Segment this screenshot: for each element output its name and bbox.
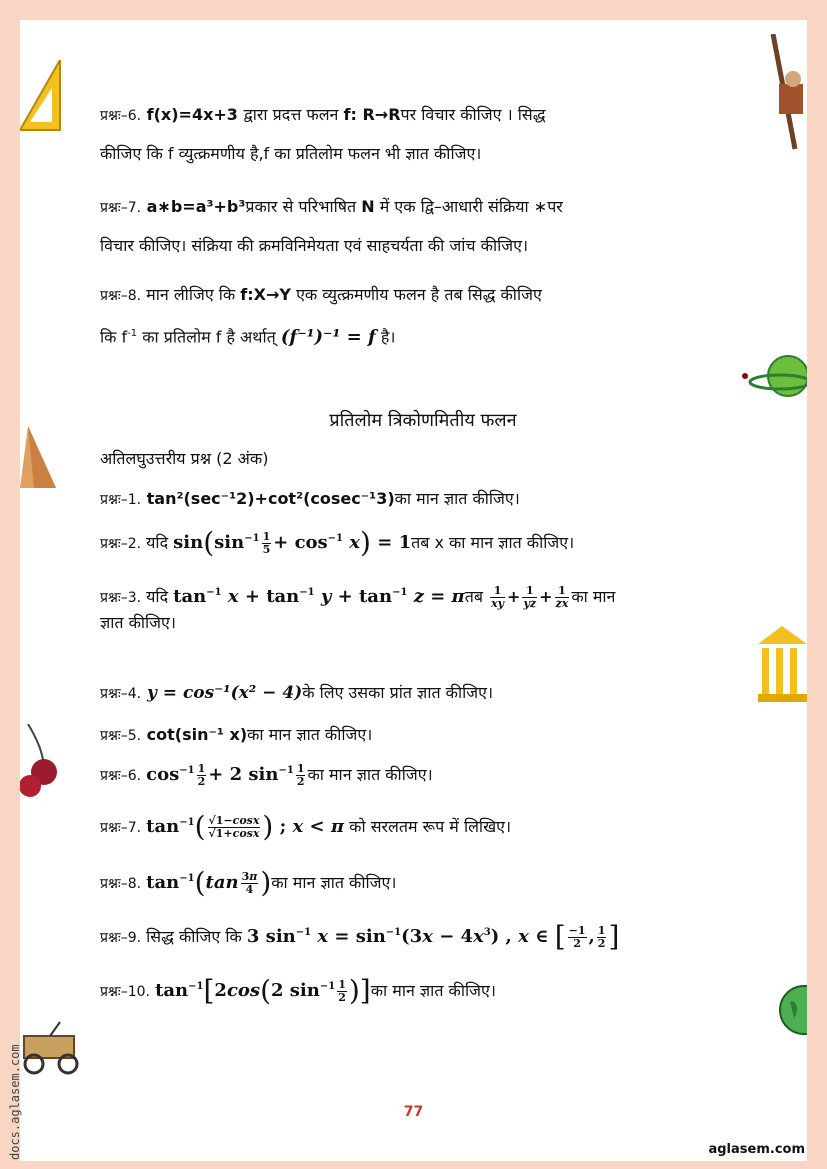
question-text-line2: कीजिए कि f व्युत्क्रमणीय है,f का प्रतिलोम फलन भी ज्ञात कीजिए। — [100, 144, 482, 163]
question-text: पर विचार कीजिए । सिद्ध — [400, 105, 546, 124]
question-text-line2: विचार कीजिए। संक्रिया की क्रमविनिमेयता एवं साहचर्यता की जांच कीजिए। — [100, 236, 529, 255]
section-title: प्रतिलोम त्रिकोणमितीय फलन — [329, 410, 517, 431]
question-text: द्वारा प्रदत्त फलन — [243, 105, 344, 124]
question-text: का प्रतिलोम f है अर्थात् — [137, 327, 281, 347]
question-top-6 — [100, 104, 746, 165]
planet-icon — [740, 350, 807, 406]
ruler-triangle-icon — [20, 60, 68, 140]
function-mapping: f: R→R — [343, 105, 401, 124]
question-5 — [100, 724, 746, 747]
question-text: में एक द्वि–आधारी संक्रिया ∗पर — [374, 197, 563, 216]
question-label: प्रश्नः–8. — [100, 288, 142, 304]
function-expression: f(x)=4x+3 — [141, 105, 244, 124]
question-label: प्रश्नः–3. — [100, 590, 142, 606]
question-text: कि f — [100, 327, 128, 347]
question-label: प्रश्नः–6. — [100, 768, 142, 784]
question-text: यदि — [141, 533, 174, 552]
math-expression: $\tan^{-1}$( $\frac{√1-\cos x}{√1+\cos x}$ ) ; x < π — [146, 810, 345, 843]
question-text: मान लीजिए कि — [141, 285, 241, 304]
operation-expression: a∗b=a³+b³ — [141, 197, 246, 216]
math-expression: $\tan^{-1}[2\cos(2$ $\sin^{-1}$ $\frac{1}{2}$ )] — [155, 974, 371, 1007]
question-label: प्रश्नः–4. — [100, 686, 142, 702]
question-text: के लिए उसका प्रांत ज्ञात कीजिए। — [302, 683, 494, 702]
question-2 — [100, 526, 746, 559]
question-top-7 — [100, 196, 746, 257]
question-label: प्रश्नः–9. — [100, 930, 142, 946]
question-text: एक व्युत्क्रमणीय फलन है तब सिद्ध कीजिए — [290, 285, 542, 304]
temple-icon — [758, 626, 807, 704]
math-expression: cot(sin⁻¹ x) — [141, 725, 248, 744]
question-6 — [100, 760, 746, 788]
math-expression: 3 $\sin^{-1} x = \sin^{-1}(3x - 4x^3)$ , x ∈ [ $\frac{-1}{2}$ , $\frac{1}{2}$ ] — [246, 920, 620, 953]
math-expression: $\tan^{-1} x + \tan^{-1} y + \tan^{-1} z = \pi$ — [173, 586, 465, 607]
document-page — [20, 20, 807, 1161]
question-text: तब — [464, 587, 483, 606]
question-3 — [100, 582, 746, 634]
question-label: प्रश्नः–7. — [100, 200, 142, 216]
question-text: का मान ज्ञात कीजिए। — [271, 873, 397, 892]
caveman-icon — [765, 34, 807, 154]
question-text: प्रकार से परिभाषित — [245, 197, 362, 216]
question-label: प्रश्नः–1. — [100, 492, 142, 508]
math-expression: $\tan^{-1}(\tan$ $\frac{3\pi}{4}$ ) — [146, 866, 272, 899]
cherries-icon — [20, 724, 60, 798]
question-text: है। — [375, 327, 396, 347]
question-8 — [100, 866, 746, 899]
question-top-8 — [100, 284, 746, 348]
math-expression: tan²(sec⁻¹2)+cot²(cosec⁻¹3) — [141, 489, 395, 508]
question-text: का मान ज्ञात कीजिए। — [247, 725, 373, 744]
question-text: का मान ज्ञात कीजिए। — [394, 489, 520, 508]
question-10 — [100, 974, 746, 1007]
superscript: -1 — [127, 328, 138, 339]
set-name: N — [361, 197, 375, 216]
watermark-text: docs.aglasem.com — [8, 1044, 22, 1160]
question-text: का मान ज्ञात कीजिए। — [370, 981, 496, 1000]
subsection-title: अतिलघुउत्तरीय प्रश्न (2 अंक) — [100, 449, 269, 468]
fraction-sum: $\frac{1}{xy}$ + $\frac{1}{yz}$ + $\frac{1}{zx}$ — [491, 584, 569, 610]
question-text: सिद्ध कीजिए कि — [141, 927, 247, 946]
question-text: को सरलतम रूप में लिखिए। — [344, 817, 512, 836]
question-4 — [100, 682, 746, 705]
question-text: यदि — [141, 587, 174, 606]
pyramid-icon — [20, 426, 60, 490]
question-label: प्रश्नः–6. — [100, 108, 142, 124]
question-7 — [100, 810, 746, 843]
question-label: प्रश्नः–5. — [100, 728, 142, 744]
question-1 — [100, 488, 746, 511]
question-text: का मान — [571, 587, 616, 606]
question-text-line2: ज्ञात कीजिए। — [100, 613, 176, 632]
question-text: का मान ज्ञात कीजिए। — [307, 765, 433, 784]
vintage-car-icon — [20, 1020, 86, 1076]
function-mapping: f:X→Y — [240, 285, 291, 304]
question-9 — [100, 920, 746, 953]
question-text: तब x का मान ज्ञात कीजिए। — [411, 533, 575, 552]
question-label: प्रश्नः–10. — [100, 984, 150, 1000]
site-name: aglasem.com — [708, 1142, 805, 1157]
question-label: प्रश्नः–8. — [100, 876, 142, 892]
page-number: 77 — [403, 1104, 424, 1120]
math-expression: $\cos^{-1}$ $\frac{1}{2}$ + 2 $\sin^{-1}$ $\frac{1}{2}$ — [146, 761, 305, 788]
question-label: प्रश्नः–7. — [100, 820, 142, 836]
math-expression: (f⁻¹)⁻¹ = f — [280, 326, 376, 348]
math-expression: $\sin(\sin^{-1}$ $\frac{1}{5}$ + $\cos^{-1} x) = 1$ — [173, 526, 412, 559]
globe-icon — [778, 970, 807, 1040]
question-label: प्रश्नः–2. — [100, 536, 142, 552]
math-expression: y = cos⁻¹(x² − 4) — [141, 683, 303, 703]
